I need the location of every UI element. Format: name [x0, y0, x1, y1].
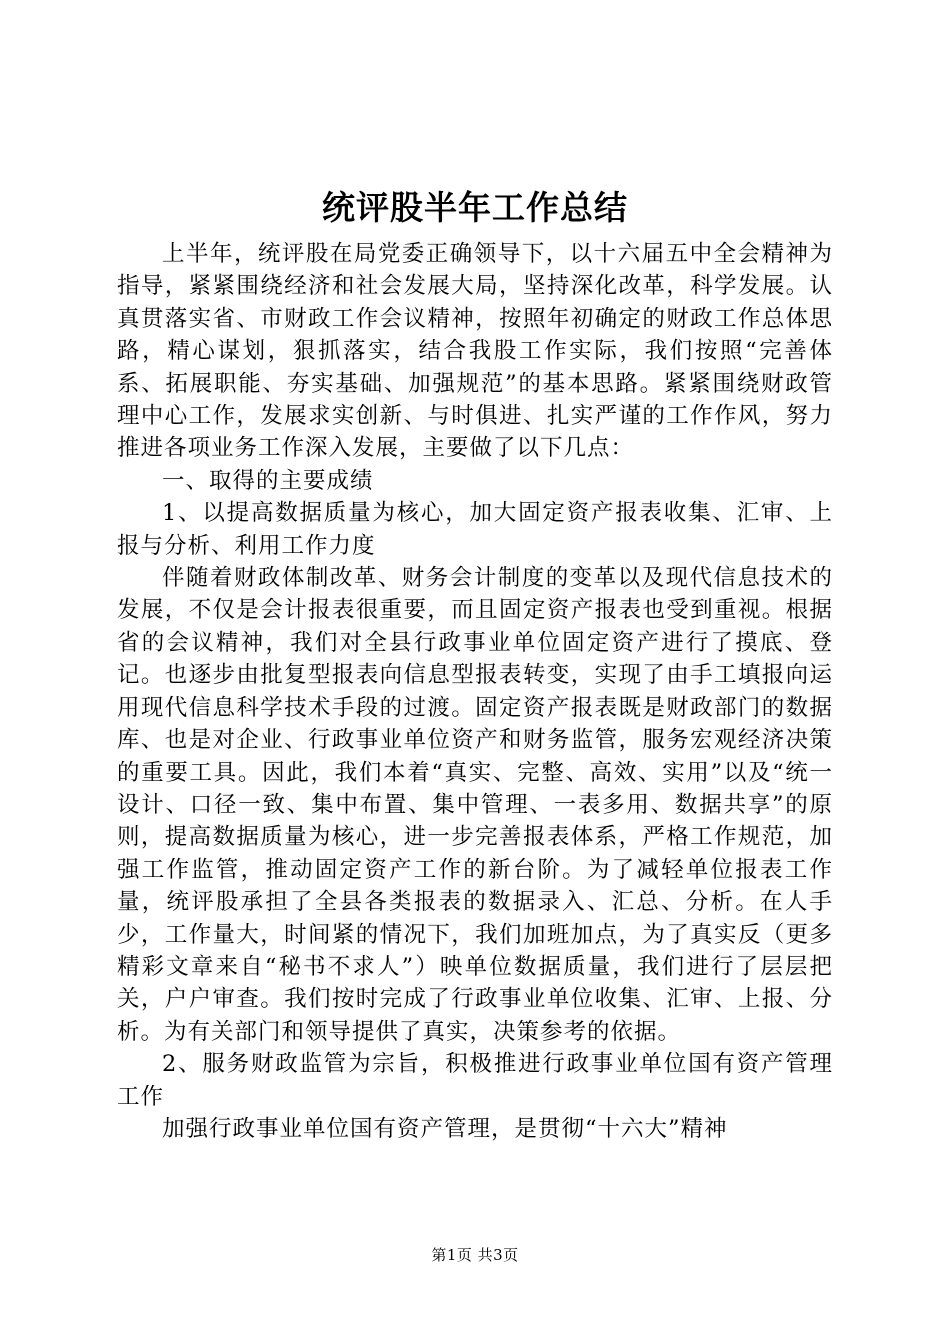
paragraph-asset-management: 加强行政事业单位国有资产管理，是贯彻“十六大”精神	[162, 1115, 728, 1142]
paragraph-intro: 上半年，统评股在局党委正确领导下，以十六届五中全会精神为指导，紧紧围绕经济和社会发展大局，坚持深化改革，科学发展。认真贯落实省、市财政工作会议精神，按照年初确定的财政工作总体思路，精心谋划，狠抓落实，结合我股工作实际，我们按照“完善体系、拓展职能、夯实基础、加强规范”的基本思路。紧紧围绕财政管理中心工作，发展求实创新、与时俱进、扎实严谨的工作作风，努力推进各项业务工作深入发展，主要做了以下几点：	[117, 241, 833, 462]
subheading-data-quality: 1、以提高数据质量为核心，加大固定资产报表收集、汇审、上报与分析、利用工作力度	[117, 500, 833, 559]
section-heading-achievements: 一、取得的主要成绩	[162, 467, 374, 494]
document-title: 统评股半年工作总结	[322, 188, 628, 227]
paragraph-fixed-assets-reports: 伴随着财政体制改革、财务会计制度的变革以及现代信息技术的发展，不仅是会计报表很重要，而且固定资产报表也受到重视。根据省的会议精神，我们对全县行政事业单位固定资产进行了摸底、登记。也逐步由批复型报表向信息型报表转变，实现了由手工填报向运用现代信息科学技术手段的过渡。固定资产报表既是财政部门的数据库、也是对企业、行政事业单位资产和财务监管，服务宏观经济决策的重要工具。因此，我们本着“真实、完整、高效、实用”以及“统一设计、口径一致、集中布置、集中管理、一表多用、数据共享”的原则，提高数据质量为核心，进一步完善报表体系，严格工作规范，加强工作监管，推动固定资产工作的新台阶。为了减轻单位报表工作量，统评股承担了全县各类报表的数据录入、汇总、分析。在人手少，工作量大，时间紧的情况下，我们加班加点，为了真实反（更多精彩文章来自“秘书不求人”）映单位数据质量，我们进行了层层把关，户户审查。我们按时完成了行政事业单位收集、汇审、上报、分析。为有关部门和领导提供了真实，决策参考的依据。	[117, 565, 833, 1045]
subheading-asset-management: 2、服务财政监管为宗旨，积极推进行政事业单位国有资产管理工作	[117, 1051, 833, 1110]
document-body	[117, 238, 833, 1145]
page-number: 第1页 共3页	[431, 1246, 519, 1264]
